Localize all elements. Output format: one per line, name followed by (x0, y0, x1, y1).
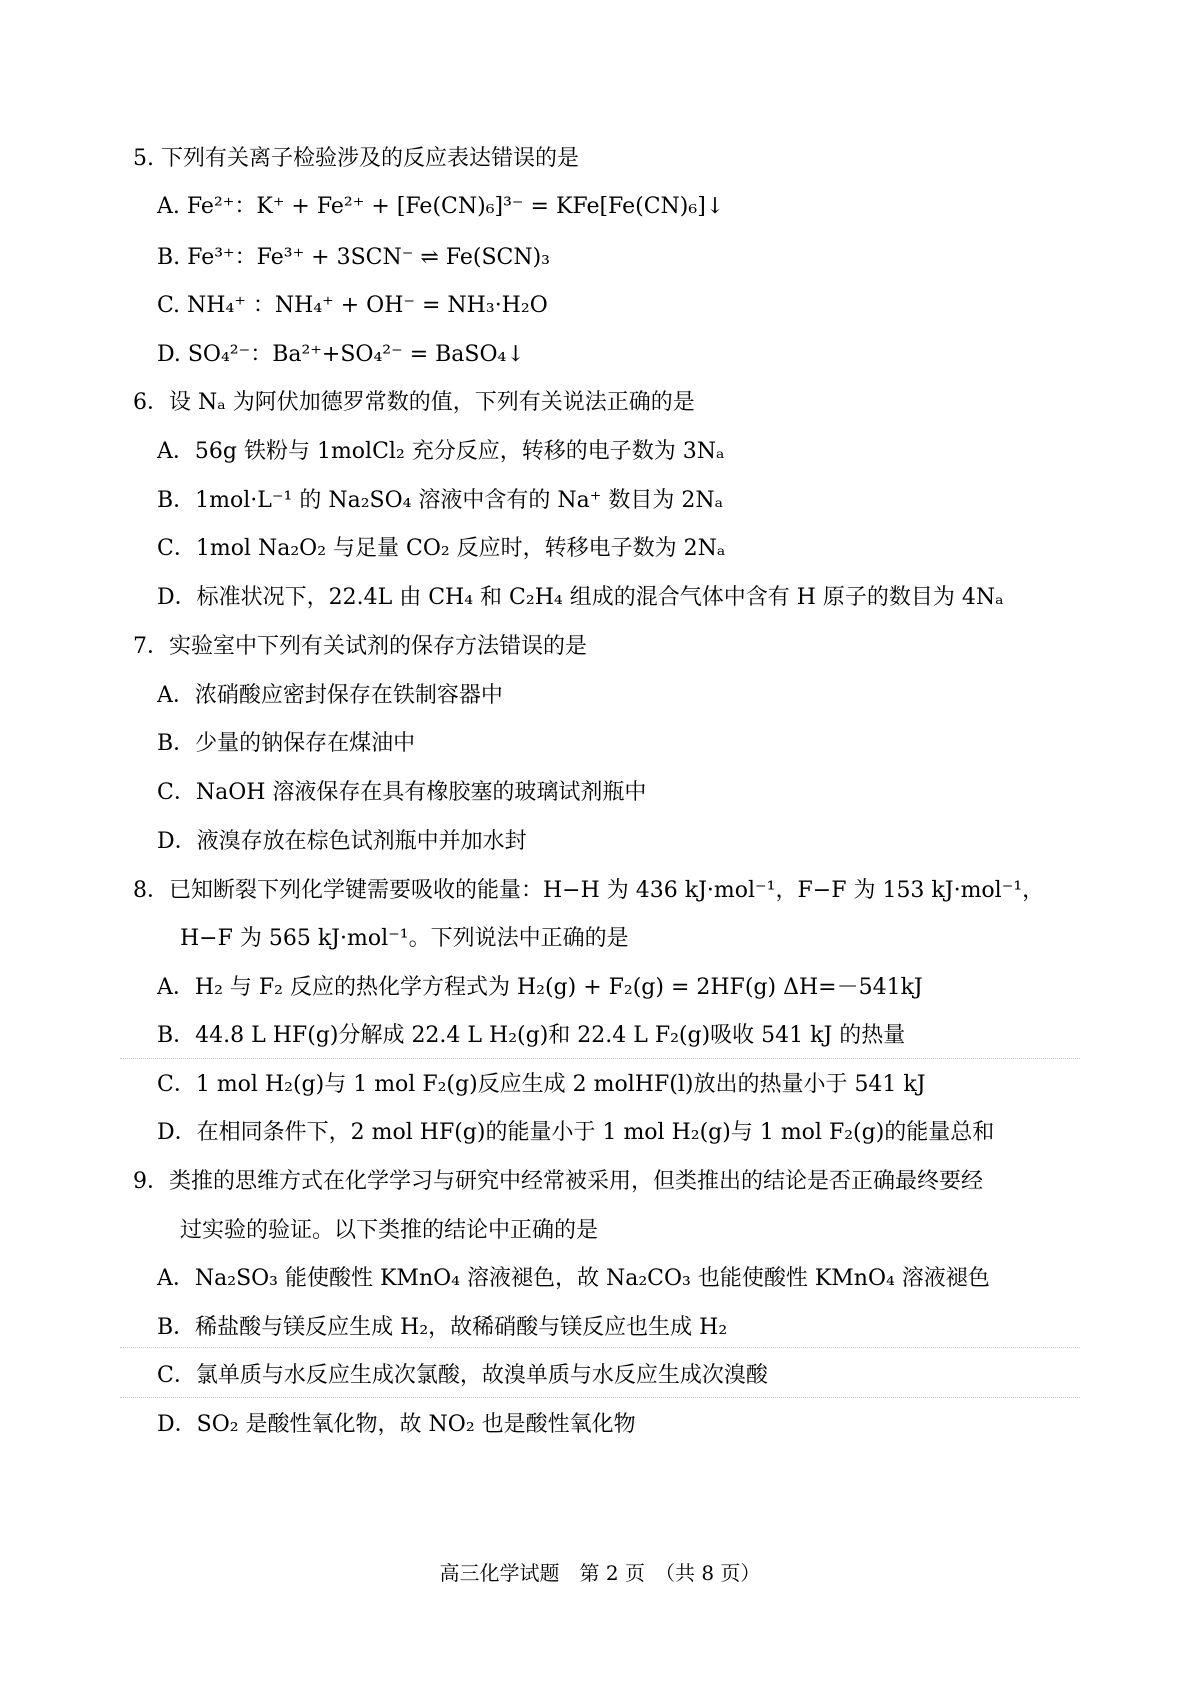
dotted-separator (120, 1058, 1080, 1059)
question-5-option-d: D. SO₄²⁻：Ba²⁺+SO₄²⁻ = BaSO₄↓ (157, 342, 525, 367)
question-6-option-c: C．1mol Na₂O₂ 与足量 CO₂ 反应时，转移电子数为 2Nₐ (157, 536, 726, 561)
question-6-option-a: A．56g 铁粉与 1molCl₂ 充分反应，转移的电子数为 3Nₐ (157, 439, 725, 464)
question-8-option-b: B．44.8 L HF(g)分解成 22.4 L H₂(g)和 22.4 L F₂(g)吸收 541 kJ 的热量 (157, 1023, 906, 1048)
dotted-separator (120, 1397, 1080, 1398)
question-5-option-a: A. Fe²⁺：K⁺ + Fe²⁺ + [Fe(CN)₆]³⁻ = KFe[Fe(CN)₆]↓ (157, 194, 725, 219)
question-8-option-c: C．1 mol H₂(g)与 1 mol F₂(g)反应生成 2 molHF(l)放出的热量小于 541 kJ (157, 1072, 926, 1097)
question-7-option-a: A．浓硝酸应密封保存在铁制容器中 (157, 683, 503, 708)
question-6-stem: 6．设 Nₐ 为阿伏加德罗常数的值，下列有关说法正确的是 (133, 390, 695, 415)
question-9-option-c: C．氯单质与水反应生成次氯酸，故溴单质与水反应生成次溴酸 (157, 1363, 768, 1388)
question-9-stem-continued: 过实验的验证。以下类推的结论中正确的是 (180, 1218, 599, 1243)
dotted-separator (120, 1347, 1080, 1348)
question-7-option-d: D．液溴存放在棕色试剂瓶中并加水封 (157, 829, 527, 854)
page-footer: 高三化学试题 第 2 页 （共 8 页） (439, 1561, 761, 1585)
question-6-option-b: B．1mol·L⁻¹ 的 Na₂SO₄ 溶液中含有的 Na⁺ 数目为 2Nₐ (157, 488, 724, 513)
question-8-stem-continued: H−F 为 565 kJ·mol⁻¹。下列说法中正确的是 (180, 926, 629, 951)
question-8-option-a: A．H₂ 与 F₂ 反应的热化学方程式为 H₂(g) + F₂(g) = 2HF(g) ΔH=－541kJ (157, 975, 923, 1000)
question-7-option-b: B．少量的钠保存在煤油中 (157, 731, 416, 756)
question-9-option-d: D．SO₂ 是酸性氧化物，故 NO₂ 也是酸性氧化物 (157, 1412, 636, 1437)
question-8-stem: 8．已知断裂下列化学键需要吸收的能量：H−H 为 436 kJ·mol⁻¹，F−F 为 153 kJ·mol⁻¹， (133, 878, 1045, 903)
question-5-option-b: B. Fe³⁺：Fe³⁺ + 3SCN⁻ ⇌ Fe(SCN)₃ (157, 245, 551, 270)
question-9-option-b: B．稀盐酸与镁反应生成 H₂，故稀硝酸与镁反应也生成 H₂ (157, 1315, 728, 1340)
question-5-stem: 5. 下列有关离子检验涉及的反应表达错误的是 (133, 146, 579, 171)
question-9-stem: 9．类推的思维方式在化学学习与研究中经常被采用，但类推出的结论是否正确最终要经 (133, 1169, 983, 1194)
question-7-stem: 7．实验室中下列有关试剂的保存方法错误的是 (133, 634, 587, 659)
question-9-option-a: A．Na₂SO₃ 能使酸性 KMnO₄ 溶液褪色，故 Na₂CO₃ 也能使酸性 KMnO₄ 溶液褪色 (157, 1266, 990, 1291)
question-5-option-c: C. NH₄⁺ ：NH₄⁺ + OH⁻ = NH₃·H₂O (157, 293, 548, 318)
question-7-option-c: C．NaOH 溶液保存在具有橡胶塞的玻璃试剂瓶中 (157, 780, 647, 805)
question-6-option-d: D．标准状况下，22.4L 由 CH₄ 和 C₂H₄ 组成的混合气体中含有 H 原子的数目为 4Nₐ (157, 585, 1004, 610)
question-8-option-d: D．在相同条件下，2 mol HF(g)的能量小于 1 mol H₂(g)与 1 mol F₂(g)的能量总和 (157, 1120, 995, 1145)
